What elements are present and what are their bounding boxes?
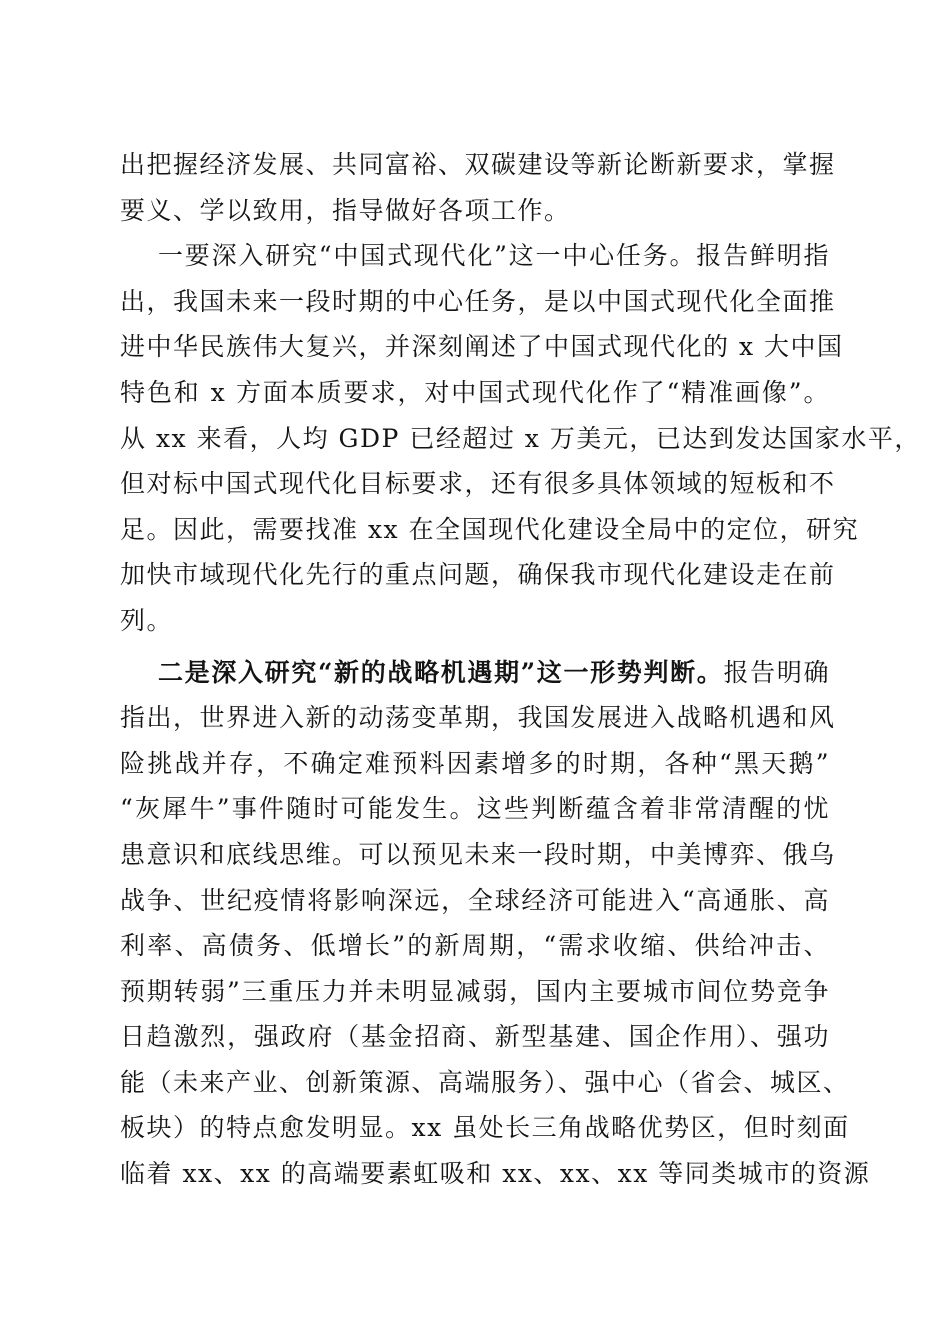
heading-line-rest: 报告明确 (723, 657, 830, 687)
text-line (120, 650, 830, 696)
paragraph-intro (120, 142, 836, 233)
text-line: 要义、学以致用，指导做好各项工作。 (120, 195, 571, 225)
text-line: 指出，世界进入新的动荡变革期，我国发展进入战略机遇和风 (120, 703, 836, 733)
text-line: 利率、高债务、低增长”的新周期，“需求收缩、供给冲击、 (120, 931, 830, 961)
text-line: 足。因此，需要找准 xx 在全国现代化建设全局中的定位，研究 (120, 514, 860, 544)
text-line: 板块）的特点愈发明显。xx 虽处长三角战略优势区，但时刻面 (120, 1113, 850, 1143)
text-line: 险挑战并存，不确定难预料因素增多的时期，各种“黑天鹅” (120, 748, 830, 778)
text-line: 进中华民族伟大复兴，并深刻阐述了中国式现代化的 x 大中国 (120, 332, 844, 362)
paragraph-heading: 二是深入研究“新的战略机遇期”这一形势判断。 (158, 657, 724, 687)
text-line: 出，我国未来一段时期的中心任务，是以中国式现代化全面推 (120, 286, 836, 316)
text-line: “灰犀牛”事件随时可能发生。这些判断蕴含着非常清醒的忧 (120, 794, 830, 824)
text-line: 患意识和底线思维。可以预见未来一段时期，中美博弈、俄乌 (120, 839, 836, 869)
text-line: 能（未来产业、创新策源、高端服务）、强中心（省会、城区、 (120, 1067, 850, 1097)
text-line: 临着 xx、xx 的高端要素虹吸和 xx、xx、xx 等同类城市的资源 (120, 1159, 871, 1189)
text-line: 从 xx 来看，人均 GDP 已经超过 x 万美元，已达到发达国家水平， (120, 423, 921, 453)
text-line: 预期转弱”三重压力并未明显减弱，国内主要城市间位势竞争 (120, 976, 830, 1006)
document-body (120, 142, 921, 1197)
text-line: 日趋激烈，强政府（基金招商、新型基建、国企作用）、强功 (120, 1022, 830, 1052)
paragraph-2 (120, 650, 871, 1197)
text-line: 出把握经济发展、共同富裕、双碳建设等新论断新要求，掌握 (120, 150, 836, 179)
text-line: 战争、世纪疫情将影响深远，全球经济可能进入“高通胀、高 (120, 885, 830, 915)
text-line: 特色和 x 方面本质要求，对中国式现代化作了“精准画像”。 (120, 377, 830, 407)
text-line: 加快市域现代化先行的重点问题，确保我市现代化建设走在前 (120, 560, 836, 590)
paragraph-1 (120, 233, 921, 643)
text-line: 一要深入研究“中国式现代化”这一中心任务。报告鲜明指 (158, 241, 830, 271)
text-line: 但对标中国式现代化目标要求，还有很多具体领域的短板和不 (120, 469, 836, 499)
text-line: 列。 (120, 605, 174, 635)
